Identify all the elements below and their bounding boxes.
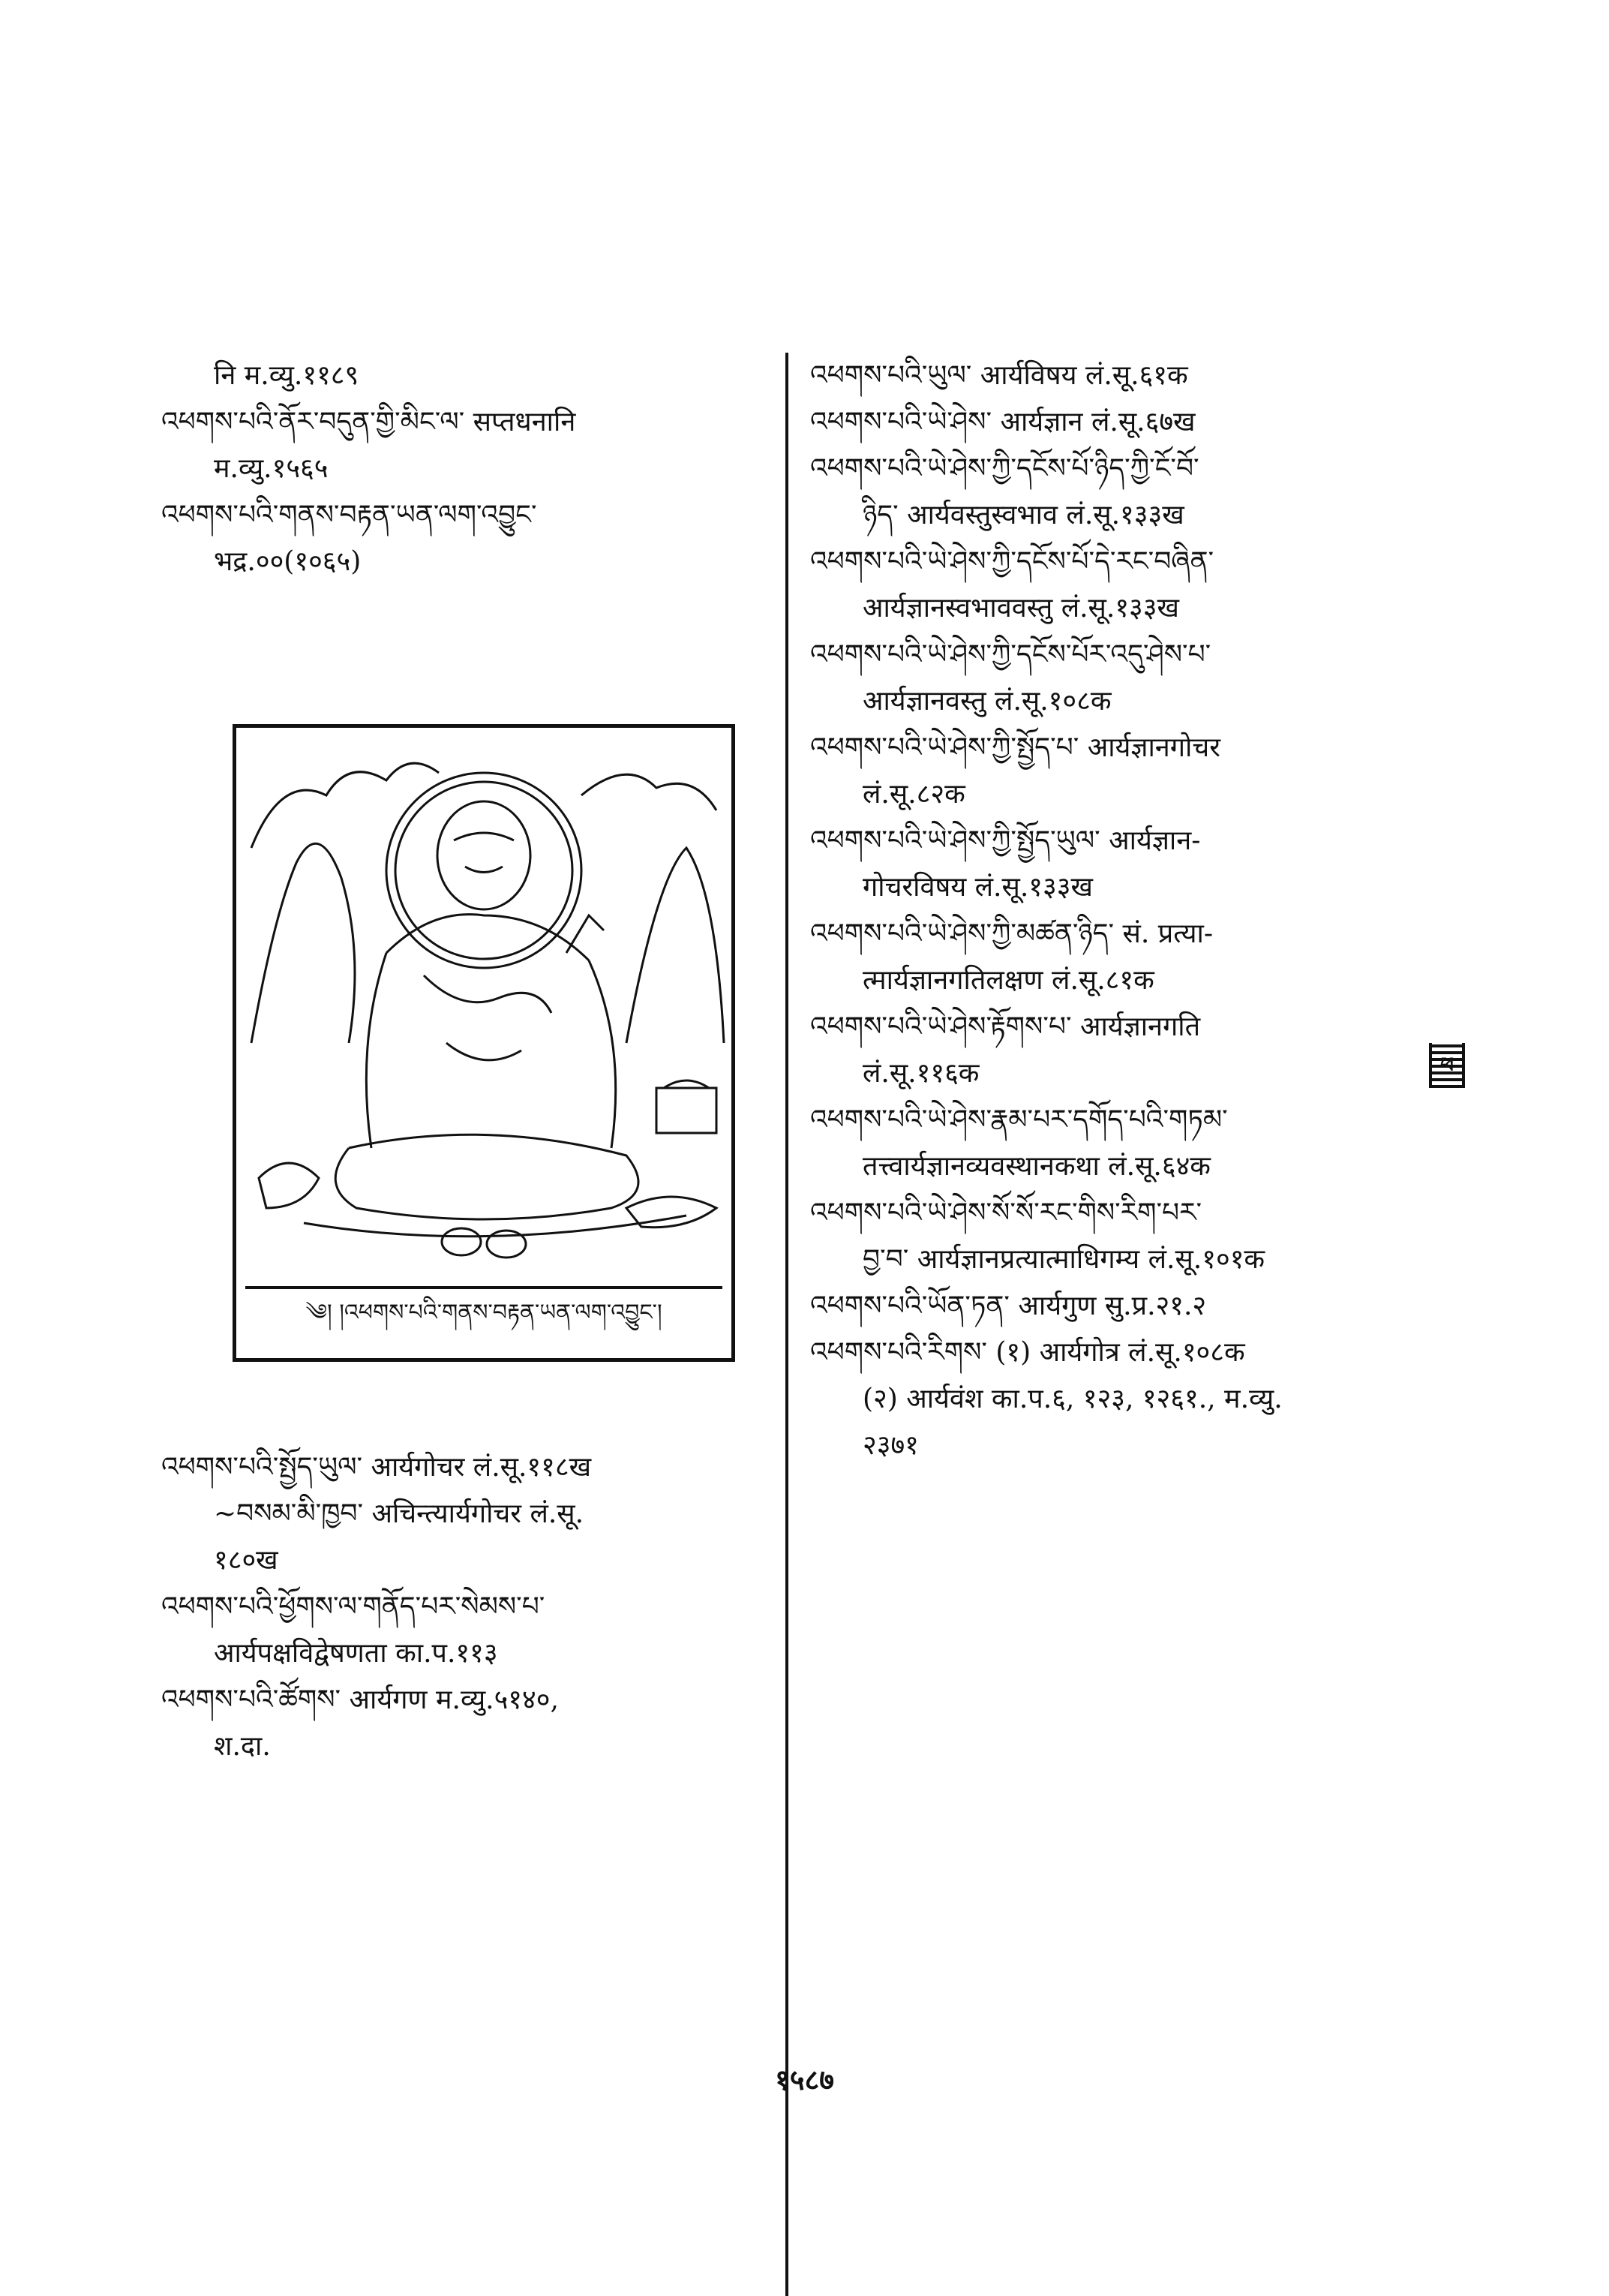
entry-line: भद्र.००(१०६५) (214, 546, 362, 577)
entry-line: आर्यपक्षविद्वेषणता का.प.११३ (214, 1638, 498, 1669)
entry-line: ཉིད་ आर्यवस्तुस्वभाव लं.सू.१३३ख (863, 500, 1184, 530)
entry-line: འཕགས་པའི་རིགས་ (१) आर्यगोत्र लं.सू.१०८क (810, 1337, 1245, 1368)
entry-line: आर्यज्ञानस्वभाववस्तु लं.सू.१३३ख (863, 593, 1179, 624)
entry-line: (२) आर्यवंश का.प.६, १२३, १२६१., म.व्यु. (863, 1384, 1283, 1414)
entry-line: འཕགས་པའི་ཡེ་ཤེས་ཀྱི་དངོས་པོ་དེ་རང་བཞིན་ (810, 546, 1214, 577)
entry-line: ~བསམ་མི་ཁྱབ་ अचिन्त्यार्यगोचर लं.सू. (214, 1498, 584, 1529)
entry-line: འཕགས་པའི་ཡེ་ཤེས་ཀྱི་དངོས་པོ་ཉིད་ཀྱི་ངོ་བོ་ (810, 453, 1199, 484)
entry-line: गोचरविषय लं.सू.१३३ख (863, 872, 1093, 903)
entry-line: लं.सू.८२क (863, 779, 965, 810)
monk-figure-drawing (236, 728, 731, 1283)
entry-line: བྱ་བ་ आर्यज्ञानप्रत्यात्माधिगम्य लं.सू.१०१क (863, 1244, 1265, 1275)
entry-line: འཕགས་པའི་ཡོན་ཏན་ आर्यगुण सु.प्र.२१.२ (810, 1291, 1207, 1321)
left-column-bottom (161, 1444, 776, 1770)
entry-line: त्मार्यज्ञानगतिलक्षण लं.सू.८१क (863, 965, 1154, 996)
entry-line: འཕགས་པའི་ཡེ་ཤེས་སོ་སོ་རང་གིས་རིག་པར་ (810, 1198, 1202, 1228)
entry-line: म.व्यु.१५६५ (214, 453, 329, 484)
entry-line: འཕགས་པའི་ཡེ་ཤེས་ཀྱི་དངོས་པོར་འདུ་ཤེས་པ་ (810, 639, 1211, 670)
entry-line: འཕགས་པའི་ནོར་བདུན་གྱི་མིང་ལ་ सप्तधनानि (161, 407, 576, 437)
page-number: १५८७ (774, 2063, 835, 2096)
entry-line: २३७१ (863, 1430, 919, 1461)
illustration-caption: ༄། །འཕགས་པའི་གནས་བརྟན་ཡན་ལག་འབྱུང་། (245, 1286, 722, 1349)
column-divider (785, 353, 788, 2296)
entry-line: འཕགས་པའི་ཡེ་ཤེས་ आर्यज्ञान लं.सू.६७ख (810, 407, 1196, 437)
entry-line: འཕགས་པའི་ཕྱོགས་ལ་གནོད་པར་སེམས་པ་ (161, 1591, 545, 1622)
entry-line: འཕགས་པའི་ཡེ་ཤེས་ཀྱི་སྤྱོད་ཡུལ་ आर्यज्ञान- (810, 825, 1201, 856)
entry-line: འཕགས་པའི་ཚོགས་ आर्यगण म.व्यु.५१४०, (161, 1684, 559, 1715)
entry-line: आर्यज्ञानवस्तु लं.सू.१०८क (863, 686, 1112, 717)
entry-line: འཕགས་པའི་གནས་བརྟན་ཡན་ལག་འབྱུང་ (161, 500, 537, 530)
entry-line: श.दा. (214, 1731, 271, 1762)
entry-line: འཕགས་པའི་ཡེ་ཤེས་ཀྱི་སྤྱོད་པ་ आर्यज्ञानगोचर (810, 732, 1220, 763)
left-column-top (161, 353, 769, 585)
margin-thumb-tab: ཕ (1429, 1043, 1465, 1088)
entry-line: འཕགས་པའི་ཡེ་ཤེས་རྟོགས་པ་ आर्यज्ञानगति (810, 1011, 1201, 1042)
entry-line: འཕགས་པའི་སྤྱོད་ཡུལ་ आर्यगोचर लं.सू.११८ख (161, 1452, 592, 1483)
entry-line: तत्त्वार्यज्ञानव्यवस्थानकथा लं.सू.६४क (863, 1151, 1211, 1182)
entry-line: འཕགས་པའི་ཡེ་ཤེས་རྣམ་པར་དགོད་པའི་གཏམ་ (810, 1104, 1228, 1135)
entry-line: १८०ख (214, 1545, 278, 1576)
entry-line: འཕགས་པའི་ཡུལ་ आर्यविषय लं.सू.६१क (810, 360, 1188, 391)
right-column (810, 353, 1403, 1469)
entry-line: འཕགས་པའི་ཡེ་ཤེས་ཀྱི་མཚན་ཉིད་ सं. प्रत्या- (810, 918, 1214, 949)
entry-line: नि म.व्यु.११८९ (214, 360, 359, 391)
entry-line: लं.सू.११६क (863, 1058, 980, 1089)
woodblock-illustration (233, 724, 735, 1362)
